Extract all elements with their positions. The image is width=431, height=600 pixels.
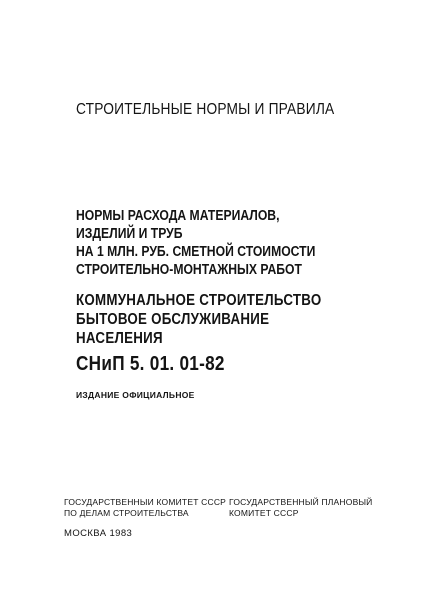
norms-title-line-3: НА 1 МЛН. РУБ. СМЕТНОЙ СТОИМОСТИ [76, 244, 316, 260]
section-title-line-3: НАСЕЛЕНИЯ [76, 330, 163, 347]
city-year: МОСКВА 1983 [64, 528, 133, 539]
norms-title-line-2: ИЗДЕЛИЙ И ТРУБ [76, 226, 183, 242]
publisher-left-line-1: ГОСУДАРСТВЕННЫИ КОМИТЕТ СССР [64, 497, 227, 507]
section-title-line-1: КОММУНАЛЬНОЕ СТРОИТЕЛЬСТВО [76, 292, 322, 309]
norms-title-line-1: НОРМЫ РАСХОДА МАТЕРИАЛОВ, [76, 208, 280, 224]
norms-title [76, 207, 376, 279]
publisher-right-line-1: ГОСУДАРСТВЕННЫЙ ПЛАНОВЫЙ [229, 497, 373, 507]
publisher-left [64, 497, 226, 519]
section-title-line-2: БЫТОВОЕ ОБСЛУЖИВАНИЕ [76, 311, 270, 328]
publisher-right [229, 497, 372, 519]
section-title [76, 291, 396, 348]
publisher-left-line-2: ПО ДЕЛАМ СТРОИТЕЛЬСТВА [64, 508, 189, 518]
series-title: СТРОИТЕЛЬНЫЕ НОРМЫ И ПРАВИЛА [76, 101, 335, 118]
edition-label: ИЗДАНИЕ ОФИЦИАЛЬНОЕ [76, 390, 195, 400]
norms-title-line-4: СТРОИТЕЛЬНО-МОНТАЖНЫХ РАБОТ [76, 262, 302, 278]
document-code: СНиП 5. 01. 01-82 [76, 353, 225, 375]
publisher-right-line-2: КОМИТЕТ СССР [229, 508, 299, 518]
